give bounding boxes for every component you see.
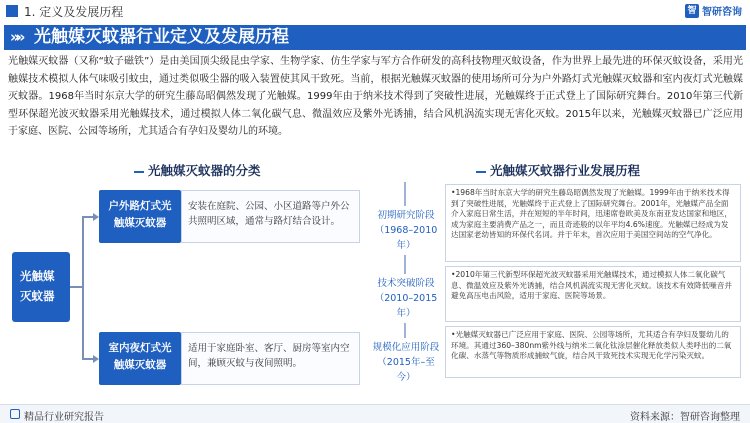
report-icon [10,409,20,419]
heading-hook-icon [476,171,486,173]
branch-outdoor: 户外路灯式光触媒灭蚊器 [99,190,181,243]
footer-left-text: 精品行业研究报告 [24,412,104,423]
tree-connector-vertical [82,216,84,360]
classification-heading [148,161,261,179]
stage-1-description: •1968年当时东京大学的研究生藤岛昭偶然发现了光触媒。1999年由于纳米技术得到了突破性进展，光触媒终于正式登上了国际研究舞台。2001年，光触媒产品全面介入家庭日常生活，并在短短的半年时间，迅速席卷欧美及东南亚发达国家和地区，成为家庭主要消费产品之一，而且奇迹般的以年平均4.6%速度。光触媒已经成为发达国家老幼皆知的环保代名词。并于年末，首次应用于美国空间站的空气净化。 [445,184,741,262]
timeline-stage-2 [372,274,440,323]
page-title: 光触媒灭蚊器行业定义及发展历程 [34,27,289,47]
stage-3-period: （2015年–至今） [377,357,435,383]
double-chevron-icon: »» [10,28,22,46]
brand-logo [685,3,742,18]
stage-3-description: •光触媒灭蚊器已广泛应用于家庭、医院、公园等场所，尤其适合有孕妇及婴幼儿的环境。其通过360–380nm紫外线与纳米二氧化钛涂层催化释放类似人类呼出的二氧化碳、水蒸气等物质形成捕蚊气旋，结合风干致死技术实现无化学污染灭蚊。 [445,326,741,378]
top-header [0,0,750,22]
footer [0,404,750,423]
stage-1-name: 初期研究阶段 [377,210,435,221]
stage-2-name: 技术突破阶段 [377,278,435,289]
classification-root: 光触媒灭蚊器 [12,252,70,322]
stage-2-description: •2010年第三代新型环保超光波灭蚊器采用光触媒技术，通过模拟人体二氧化碳气息、微温效应及紫外光诱捕，结合风机涡流实现无害化灭蚊。该技术有效降低噪音并避免高压电击风险，适用于家庭、医院等场景。 [445,266,741,322]
history-heading [490,161,640,179]
stage-1-period: （1968–2010年） [374,225,438,251]
classification-heading-text: 光触媒灭蚊器的分类 [148,163,261,178]
tree-connector-top [82,216,93,218]
timeline-stage-3 [372,338,440,387]
tree-connector-bottom [82,358,93,360]
intro-paragraph: 光触媒灭蚊器（又称“蚊子磁铁”）是由美国顶尖级昆虫学家、生物学家、仿生学家与军方合作研发的高科技物理灭蚊设备，作为世界上最先进的环保灭蚊设备，采用光触媒技术模拟人体气味吸引蚊虫，通过类似吸尘器的吸入装置使其风干致死。当前，根据光触媒灭蚊器的使用场所可分为户外路灯式光触媒灭蚊器和室内夜灯式光触媒灭蚊器。1968年当时东京大学的研究生藤岛昭偶然发现了光触媒。1999年由于纳米技术得到了突破性进展，光触媒终于正式登上了国际研究舞台。2010年第三代新型环保超光波灭蚊器采用光触媒技术，通过模拟人体二氧化碳气息、微温效应及紫外光诱捕，结合风机涡流实现无害化灭蚊。2015年以来，光触媒灭蚊器已广泛应用于家庭、医院、公园等场所，尤其适合有孕妇及婴幼儿的环境。 [8,56,743,138]
brand-logo-text: 智研咨询 [702,7,742,18]
branch-indoor: 室内夜灯式光触媒灭蚊器 [99,332,181,385]
brand-logo-icon: 智 [685,4,699,18]
stage-2-period: （2010–2015年） [374,293,438,319]
branch-outdoor-description: 安装在庭院、公园、小区道路等户外公共照明区域，通常与路灯结合设计。 [181,190,360,243]
section-marker-icon [6,5,18,17]
tree-connector-trunk [70,286,82,288]
title-bar [4,25,746,50]
heading-hook-icon [134,171,144,173]
history-heading-text: 光触媒灭蚊器行业发展历程 [490,163,641,178]
branch-indoor-description: 适用于家庭卧室、客厅、厨房等室内空间，兼顾灭蚊与夜间照明。 [181,332,360,385]
footer-source-text: 资料来源：智研咨询整理 [630,412,740,423]
stage-3-name: 规模化应用阶段 [372,342,440,353]
timeline-stage-1 [372,206,440,255]
section-label: 1. 定义及发展历程 [24,5,124,19]
